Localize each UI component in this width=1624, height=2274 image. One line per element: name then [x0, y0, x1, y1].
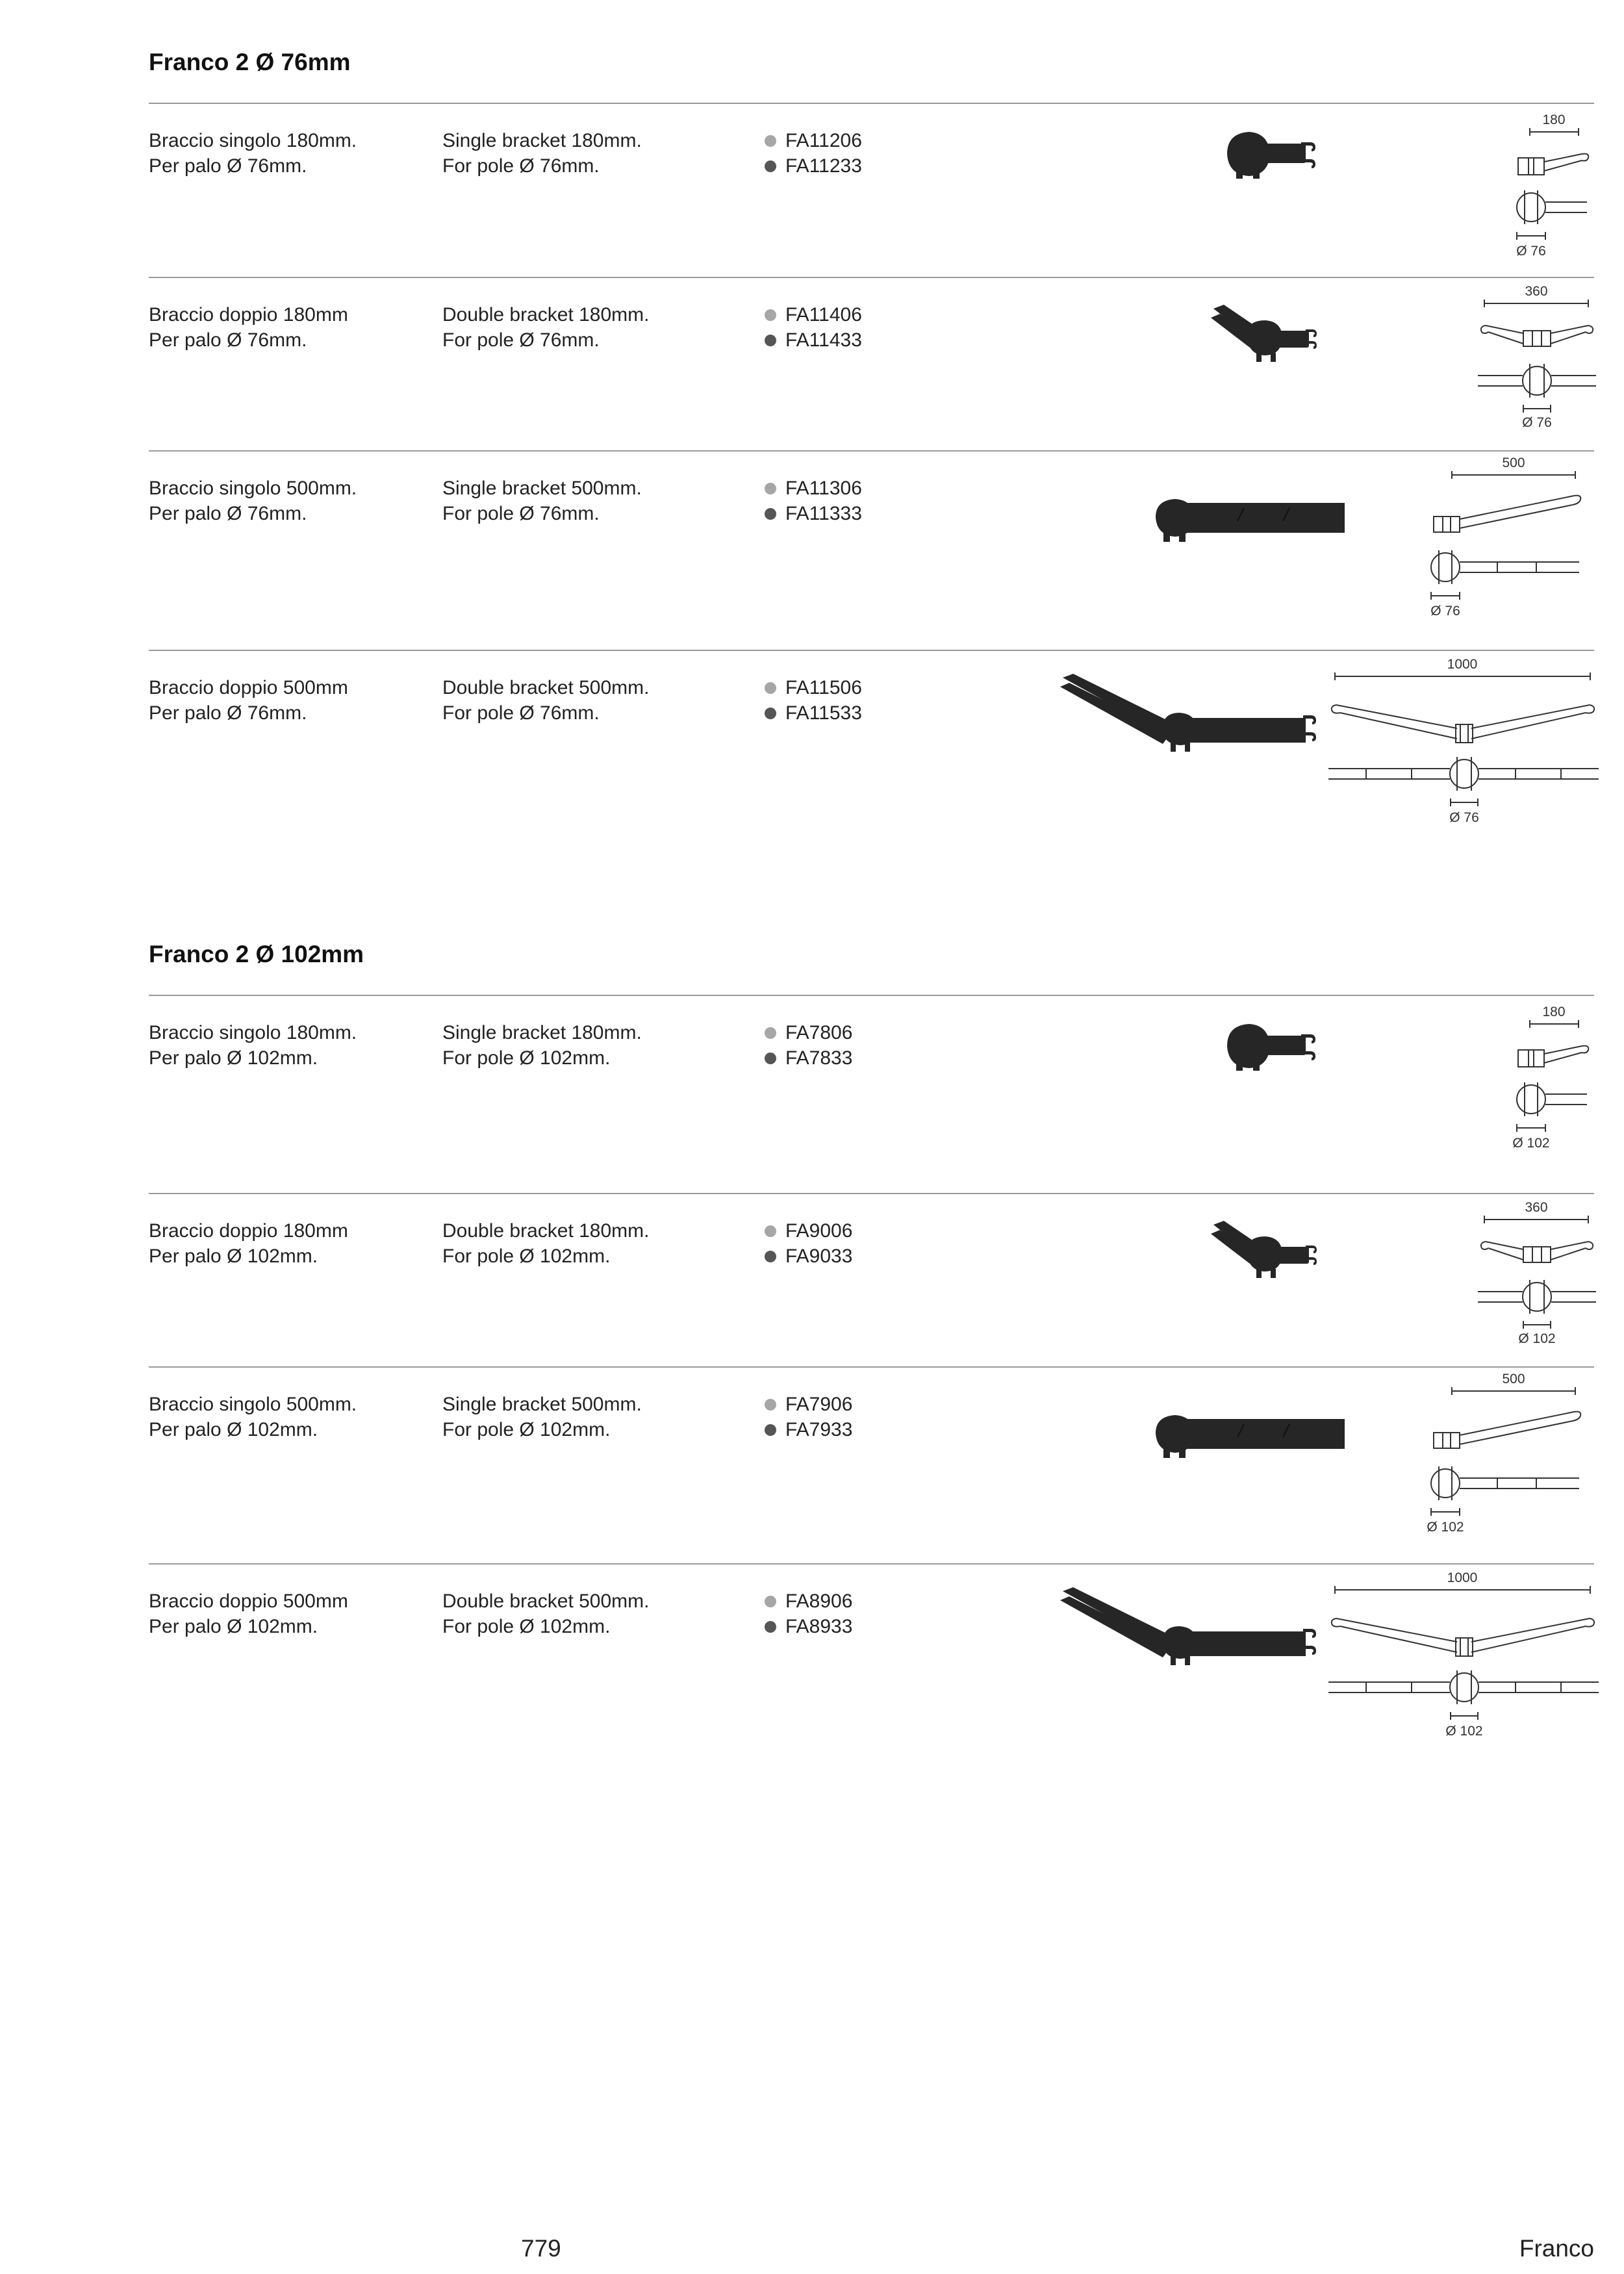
italian-line-1: Braccio singolo 500mm.	[149, 1394, 357, 1415]
italian-line-1: Braccio doppio 500mm	[149, 677, 348, 698]
row-divider	[149, 650, 1594, 651]
finish-light-grey-swatch	[765, 309, 776, 321]
product-codes	[765, 1218, 852, 1269]
english-line-2: For pole Ø 76mm.	[442, 155, 600, 177]
single-bracket-photo	[1224, 1020, 1319, 1079]
code-dark: FA11433	[785, 329, 862, 351]
single-bracket-drawing	[1510, 1004, 1598, 1155]
finish-dark-grey-swatch	[765, 708, 776, 719]
code-dark: FA9033	[785, 1246, 853, 1267]
double-bracket-long-drawing	[1327, 1570, 1600, 1753]
code-light: FA11306	[785, 478, 862, 499]
italian-line-1: Braccio doppio 180mm	[149, 1220, 348, 1242]
italian-line-2: Per palo Ø 76mm.	[149, 329, 307, 351]
single-bracket-long-photo	[1153, 1411, 1345, 1463]
finish-dark-grey-swatch	[765, 1621, 776, 1633]
code-light: FA9006	[785, 1220, 853, 1242]
english-description	[442, 302, 650, 353]
english-description	[442, 128, 642, 179]
english-line-1: Double bracket 500mm.	[442, 1591, 650, 1612]
code-dark: FA8933	[785, 1616, 853, 1637]
code-dark: FA7833	[785, 1047, 853, 1069]
dimension-length: 500	[1502, 455, 1525, 470]
english-line-1: Single bracket 180mm.	[442, 1022, 642, 1043]
dimension-diameter: Ø 76	[1522, 415, 1552, 430]
italian-description	[149, 128, 357, 179]
dimension-length: 1000	[1447, 657, 1478, 672]
italian-line-1: Braccio singolo 500mm.	[149, 478, 357, 499]
code-light: FA8906	[785, 1591, 853, 1612]
finish-dark-grey-swatch	[765, 1053, 776, 1064]
english-line-2: For pole Ø 102mm.	[442, 1246, 611, 1267]
italian-line-2: Per palo Ø 76mm.	[149, 702, 307, 724]
dimension-length: 180	[1542, 1004, 1566, 1019]
dimension-diameter: Ø 76	[1516, 244, 1546, 259]
code-dark: FA11233	[785, 155, 862, 177]
english-line-1: Single bracket 500mm.	[442, 478, 642, 499]
footer-product-name: Franco	[1519, 2235, 1594, 2262]
double-bracket-drawing	[1478, 1200, 1601, 1350]
row-divider	[149, 1193, 1594, 1194]
page-number: 779	[521, 2235, 561, 2262]
single-bracket-photo	[1224, 128, 1319, 186]
english-description	[442, 675, 650, 726]
italian-description	[149, 1392, 357, 1442]
dimension-length: 360	[1525, 284, 1548, 299]
double-bracket-long-photo	[1059, 1586, 1322, 1674]
finish-dark-grey-swatch	[765, 160, 776, 172]
row-divider	[149, 450, 1594, 452]
italian-description	[149, 476, 357, 526]
single-bracket-drawing	[1510, 112, 1598, 262]
section-title-102: Franco 2 Ø 102mm	[149, 941, 364, 967]
code-light: FA11406	[785, 304, 862, 326]
product-codes	[765, 1020, 852, 1071]
dimension-diameter: Ø 102	[1427, 1520, 1464, 1535]
code-light: FA11206	[785, 130, 862, 151]
row-divider	[149, 1563, 1594, 1565]
row-divider	[149, 277, 1594, 278]
code-light: FA11506	[785, 677, 862, 698]
italian-line-1: Braccio doppio 500mm	[149, 1591, 348, 1612]
finish-dark-grey-swatch	[765, 508, 776, 520]
single-bracket-long-photo	[1153, 495, 1345, 547]
finish-light-grey-swatch	[765, 1596, 776, 1607]
english-line-1: Double bracket 500mm.	[442, 677, 650, 698]
product-codes	[765, 1392, 852, 1442]
english-description	[442, 1589, 650, 1639]
finish-light-grey-swatch	[765, 1027, 776, 1039]
product-codes	[765, 302, 862, 353]
double-bracket-photo	[1208, 1218, 1322, 1290]
single-bracket-long-drawing	[1419, 1372, 1588, 1551]
dimension-length: 1000	[1447, 1570, 1478, 1585]
english-line-2: For pole Ø 102mm.	[442, 1616, 611, 1637]
italian-description	[149, 1589, 348, 1639]
row-divider	[149, 1366, 1594, 1368]
section-title-76: Franco 2 Ø 76mm	[149, 49, 351, 75]
english-line-1: Single bracket 500mm.	[442, 1394, 642, 1415]
italian-line-2: Per palo Ø 102mm.	[149, 1246, 318, 1267]
double-bracket-drawing	[1478, 284, 1601, 434]
english-line-2: For pole Ø 76mm.	[442, 503, 600, 524]
single-bracket-long-drawing	[1419, 455, 1588, 635]
double-bracket-long-drawing	[1327, 657, 1600, 839]
english-line-2: For pole Ø 76mm.	[442, 702, 600, 724]
italian-line-2: Per palo Ø 76mm.	[149, 155, 307, 177]
finish-light-grey-swatch	[765, 1225, 776, 1237]
code-dark: FA7933	[785, 1419, 853, 1440]
product-codes	[765, 675, 862, 726]
product-codes	[765, 1589, 852, 1639]
section-rule	[149, 995, 1594, 996]
italian-line-1: Braccio singolo 180mm.	[149, 1022, 357, 1043]
english-description	[442, 1392, 642, 1442]
english-description	[442, 1218, 650, 1269]
code-dark: FA11533	[785, 702, 862, 724]
english-line-1: Double bracket 180mm.	[442, 304, 650, 326]
italian-description	[149, 302, 348, 353]
dimension-diameter: Ø 102	[1445, 1724, 1483, 1739]
italian-line-1: Braccio doppio 180mm	[149, 304, 348, 326]
italian-line-2: Per palo Ø 102mm.	[149, 1047, 318, 1069]
dimension-diameter: Ø 102	[1512, 1136, 1550, 1151]
english-line-1: Double bracket 180mm.	[442, 1220, 650, 1242]
code-light: FA7806	[785, 1022, 853, 1043]
italian-line-1: Braccio singolo 180mm.	[149, 130, 357, 151]
finish-light-grey-swatch	[765, 682, 776, 694]
dimension-diameter: Ø 76	[1430, 604, 1460, 619]
dimension-diameter: Ø 76	[1449, 810, 1479, 825]
dimension-length: 180	[1542, 112, 1566, 127]
double-bracket-photo	[1208, 302, 1322, 374]
product-codes	[765, 476, 862, 526]
finish-dark-grey-swatch	[765, 1251, 776, 1262]
italian-description	[149, 1218, 348, 1269]
italian-line-2: Per palo Ø 76mm.	[149, 503, 307, 524]
product-codes	[765, 128, 862, 179]
italian-line-2: Per palo Ø 102mm.	[149, 1419, 318, 1440]
dimension-length: 500	[1502, 1372, 1525, 1386]
section-rule	[149, 103, 1594, 104]
code-dark: FA11333	[785, 503, 862, 524]
finish-light-grey-swatch	[765, 1399, 776, 1411]
english-line-2: For pole Ø 102mm.	[442, 1047, 611, 1069]
code-light: FA7906	[785, 1394, 853, 1415]
double-bracket-long-photo	[1059, 672, 1322, 760]
finish-light-grey-swatch	[765, 135, 776, 147]
finish-light-grey-swatch	[765, 483, 776, 494]
english-description	[442, 1020, 642, 1071]
italian-description	[149, 675, 348, 726]
english-line-1: Single bracket 180mm.	[442, 130, 642, 151]
italian-description	[149, 1020, 357, 1071]
dimension-diameter: Ø 102	[1518, 1331, 1556, 1346]
italian-line-2: Per palo Ø 102mm.	[149, 1616, 318, 1637]
finish-dark-grey-swatch	[765, 335, 776, 346]
english-line-2: For pole Ø 102mm.	[442, 1419, 611, 1440]
english-line-2: For pole Ø 76mm.	[442, 329, 600, 351]
dimension-length: 360	[1525, 1200, 1548, 1215]
english-description	[442, 476, 642, 526]
finish-dark-grey-swatch	[765, 1424, 776, 1436]
